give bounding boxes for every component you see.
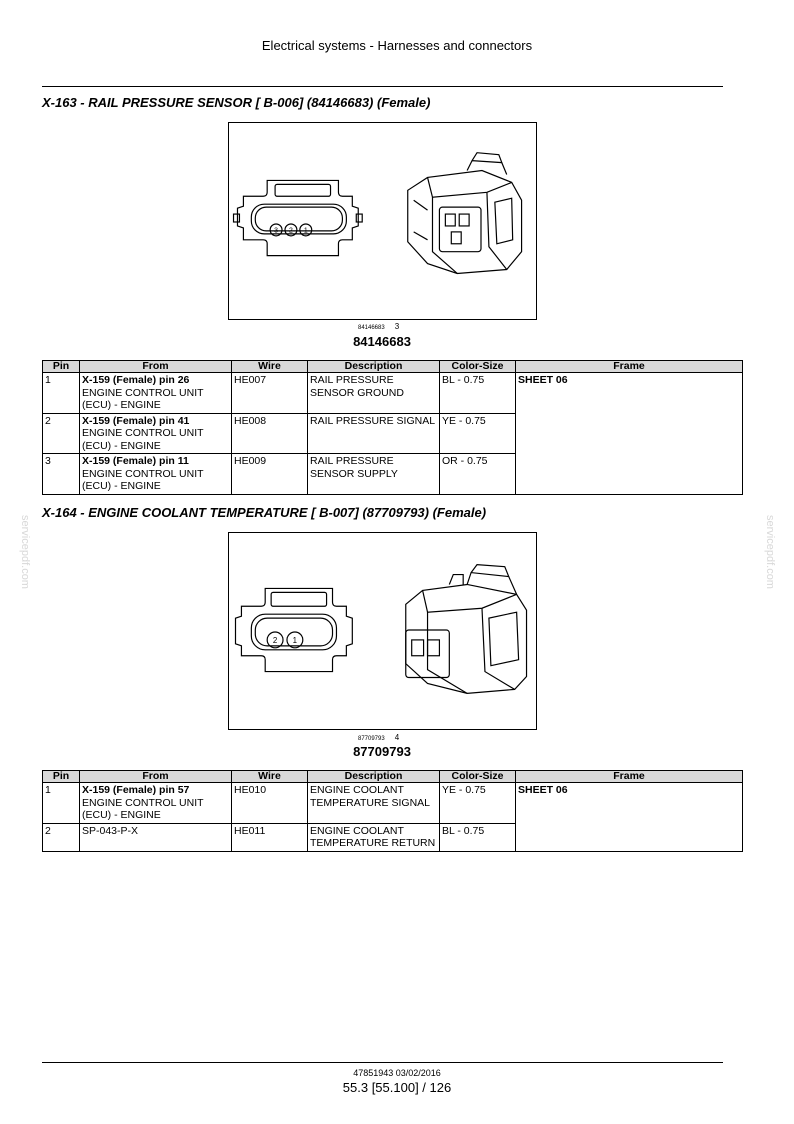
cell-from: X-159 (Female) pin 57 ENGINE CONTROL UNIT (ECU) - ENGINE: [80, 783, 232, 824]
cell-color-size: BL - 0.75: [440, 823, 516, 851]
cell-color-size: OR - 0.75: [440, 454, 516, 495]
cell-color-size: YE - 0.75: [440, 783, 516, 824]
cell-pin: 1: [43, 783, 80, 824]
column-header-frame: Frame: [516, 771, 743, 783]
cell-color-size: BL - 0.75: [440, 373, 516, 414]
figure-ref-number: 4: [394, 733, 400, 742]
cell-wire: HE008: [232, 413, 308, 454]
pin-label-3: 3: [274, 227, 279, 235]
column-header-wire: Wire: [232, 771, 308, 783]
pin-label-2: 2: [289, 227, 293, 235]
column-header-color-size: Color-Size: [440, 771, 516, 783]
table-row: [43, 373, 743, 414]
cell-from: SP-043-P-X: [80, 823, 232, 851]
column-header-pin: Pin: [43, 771, 80, 783]
cell-color-size: YE - 0.75: [440, 413, 516, 454]
cell-from: X-159 (Female) pin 11 ENGINE CONTROL UNIT (ECU) - ENGINE: [80, 454, 232, 495]
pin-label-1: 1: [292, 635, 298, 645]
column-header-wire: Wire: [232, 361, 308, 373]
page-header: Electrical systems - Harnesses and connectors: [261, 38, 533, 53]
section-title-x164: X-164 - ENGINE COOLANT TEMPERATURE [ B-007] (87709793) (Female): [42, 505, 487, 520]
cell-from: X-159 (Female) pin 26 ENGINE CONTROL UNIT (ECU) - ENGINE: [80, 373, 232, 414]
table-header-row: [43, 361, 743, 373]
cell-pin: 2: [43, 823, 80, 851]
watermark-left: servicepdf.com: [19, 515, 31, 589]
figure-reference-x163: [358, 322, 399, 331]
cell-pin: 2: [43, 413, 80, 454]
cell-frame: SHEET 06: [516, 373, 743, 495]
cell-description: RAIL PRESSURE SENSOR SUPPLY: [308, 454, 440, 495]
connector-figure-x164: [228, 532, 537, 730]
cell-description: RAIL PRESSURE SIGNAL: [308, 413, 440, 454]
cell-description: ENGINE COOLANT TEMPERATURE SIGNAL: [308, 783, 440, 824]
pin-table-x163: [42, 360, 743, 495]
footer-page-number: 55.3 [55.100] / 126: [342, 1080, 452, 1095]
footer-document-id: 47851943 03/02/2016: [353, 1068, 441, 1078]
part-number-x163: 84146683: [353, 334, 411, 349]
cell-pin: 3: [43, 454, 80, 495]
footer-rule: [42, 1062, 723, 1063]
figure-ref-code: 84146683: [358, 325, 385, 331]
column-header-pin: Pin: [43, 361, 80, 373]
column-header-color-size: Color-Size: [440, 361, 516, 373]
connector-drawing-x163: [229, 123, 536, 319]
part-number-x164: 87709793: [353, 744, 411, 759]
cell-wire: HE011: [232, 823, 308, 851]
column-header-description: Description: [308, 361, 440, 373]
cell-from: X-159 (Female) pin 41 ENGINE CONTROL UNIT (ECU) - ENGINE: [80, 413, 232, 454]
pin-label-1: 1: [303, 227, 308, 235]
connector-drawing-x164: [229, 533, 536, 729]
cell-wire: HE010: [232, 783, 308, 824]
connector-figure-x163: [228, 122, 537, 320]
figure-ref-number: 3: [394, 322, 400, 331]
section-title-x163: X-163 - RAIL PRESSURE SENSOR [ B-006] (84146683) (Female): [42, 95, 431, 110]
table-row: [43, 783, 743, 824]
column-header-from: From: [80, 361, 232, 373]
cell-frame: SHEET 06: [516, 783, 743, 852]
header-rule: [42, 86, 723, 87]
cell-description: ENGINE COOLANT TEMPERATURE RETURN: [308, 823, 440, 851]
column-header-frame: Frame: [516, 361, 743, 373]
cell-description: RAIL PRESSURE SENSOR GROUND: [308, 373, 440, 414]
pin-table-x164: [42, 770, 743, 852]
cell-wire: HE009: [232, 454, 308, 495]
cell-pin: 1: [43, 373, 80, 414]
figure-ref-code: 87709793: [358, 736, 385, 742]
pin-label-2: 2: [272, 635, 278, 645]
figure-reference-x164: [358, 733, 399, 742]
watermark-right: servicepdf.com: [764, 515, 776, 589]
table-header-row: [43, 771, 743, 783]
column-header-from: From: [80, 771, 232, 783]
cell-wire: HE007: [232, 373, 308, 414]
column-header-description: Description: [308, 771, 440, 783]
